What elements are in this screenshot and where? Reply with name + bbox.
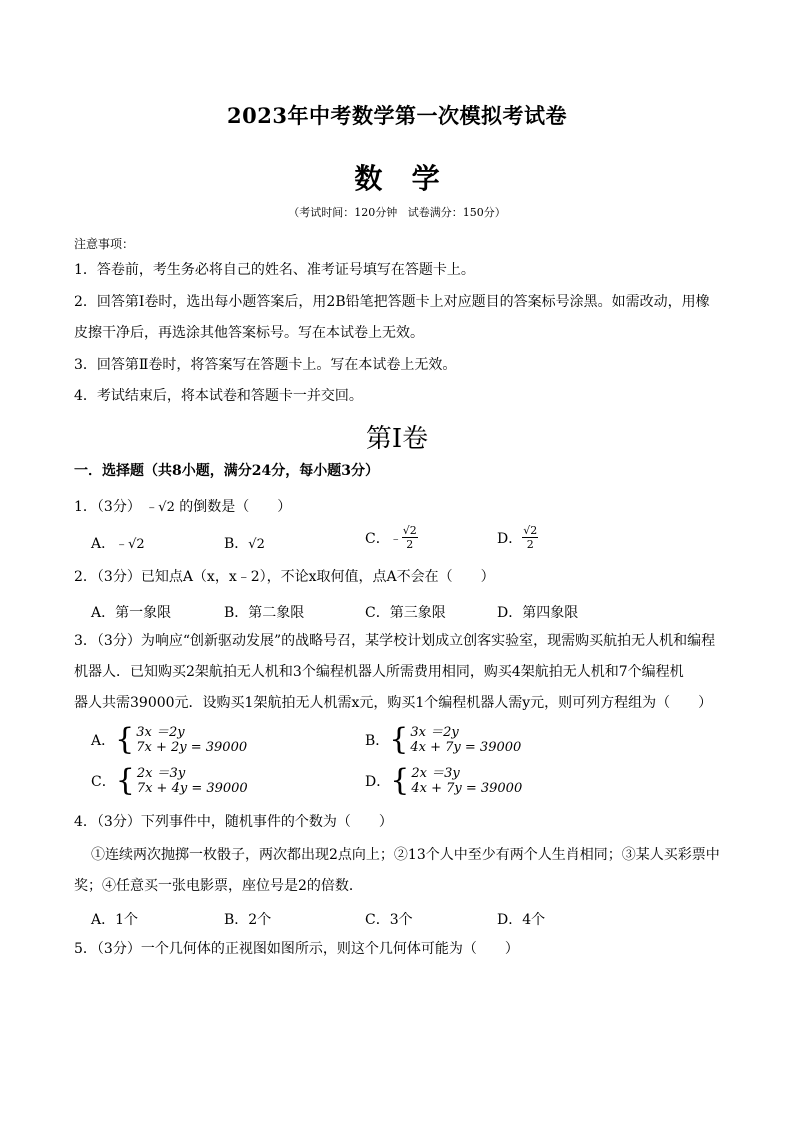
q3-option-a	[91, 722, 248, 757]
q3-option-a-eq-1: 3x ＝2y	[136, 725, 185, 740]
question-2-stem: 2．（3分）已知点A（x，x﹣2），不论x取何值，点A不会在（ ）	[74, 569, 495, 585]
q3-option-b	[365, 722, 522, 757]
left-brace-icon: {	[390, 763, 410, 798]
note-item-1: 1．答卷前，考生务必将自己的姓名、准考证号填写在答题卡上。	[74, 262, 475, 278]
left-brace-icon: {	[115, 722, 135, 757]
q1-option-a-label: A．	[91, 536, 116, 552]
q1-expression: ﹣√2	[145, 500, 175, 515]
volume-heading: 第Ⅰ卷	[365, 424, 429, 454]
q1-suffix: 的倒数是（ ）	[179, 499, 292, 515]
q3-option-d-system	[390, 763, 523, 798]
q3-option-d-eq-1: 2x ＝3y	[411, 766, 460, 781]
q1-option-d-fraction	[522, 524, 538, 551]
question-5-stem: 5．（3分）一个几何体的正视图如图所示，则这个几何体可能为（ ）	[74, 941, 519, 957]
question-3-line-1: 3．（3分）为响应“创新驱动发展”的战略号召，某学校计划成立创客实验室，现需购买航拍无人机和编程	[74, 633, 716, 649]
section-heading: 一．选择题（共8小题，满分24分，每小题3分）	[74, 463, 379, 479]
q3-option-d-eq-2: 4x + 7y = 39000	[411, 781, 523, 796]
note-item-3: 3．回答第Ⅱ卷时，将答案写在答题卡上。写在本试卷上无效。	[74, 357, 457, 373]
q3-option-c-eq-2: 7x + 4y = 39000	[136, 781, 248, 796]
q4-option-b: B．2个	[224, 912, 272, 928]
question-1-stem	[74, 492, 291, 523]
q1-option-a-value: ﹣√2	[115, 537, 145, 552]
q3-option-d-label: D．	[365, 774, 391, 790]
q3-option-c-eq-1: 2x ＝3y	[136, 766, 186, 781]
q1-option-b-value: √2	[248, 537, 265, 552]
q1-prefix: 1．（3分）	[74, 499, 141, 515]
q3-option-b-label: B．	[365, 733, 390, 749]
q1-option-c	[365, 524, 418, 551]
q4-option-a: A．1个	[91, 912, 139, 928]
q1-option-d-label: D．	[497, 530, 523, 547]
q4-option-d: D．4个	[497, 912, 546, 928]
q1-option-d	[497, 524, 538, 551]
question-4-line-2: 奖；④任意买一张电影票，座位号是2的倍数．	[74, 878, 363, 894]
q3-option-a-eq-2: 7x + 2y = 39000	[136, 740, 248, 755]
note-item-2: 2．回答第Ⅰ卷时，选出每小题答案后，用2B铅笔把答题卡上对应题目的答案标号涂黑。如需改动，用橡	[74, 294, 710, 310]
q1-option-b	[224, 533, 265, 553]
q3-option-b-eq-2: 4x + 7y = 39000	[410, 740, 522, 755]
q1-option-c-label: C．	[365, 530, 390, 547]
question-4-stem: 4．（3分）下列事件中，随机事件的个数为（ ）	[74, 814, 393, 830]
q1-option-b-label: B．	[224, 536, 249, 552]
exam-title: 2023年中考数学第一次模拟考试卷	[227, 103, 567, 128]
q2-option-b: B．第二象限	[224, 605, 305, 621]
left-brace-icon: {	[389, 722, 409, 757]
q3-option-b-eq-1: 3x ＝2y	[410, 725, 459, 740]
question-4-line-1: ①连续两次抛掷一枚骰子，两次都出现2点向上；②13个人中至少有两个人生肖相同；③某人买彩票中	[91, 847, 720, 863]
q2-option-d: D．第四象限	[497, 605, 579, 621]
note-item-4: 4．考试结束后，将本试卷和答题卡一并交回。	[74, 388, 363, 404]
q3-option-a-system	[115, 722, 248, 757]
note-item-2-cont: 皮擦干净后，再选涂其他答案标号。写在本试卷上无效。	[74, 325, 424, 341]
question-3-line-2: 机器人．已知购买2架航拍无人机和3个编程机器人所需费用相同，购买4架航拍无人机和7个编程机	[74, 664, 684, 680]
q1-option-c-numerator: √2	[402, 524, 417, 537]
q3-option-c	[91, 763, 248, 798]
q2-option-c: C．第三象限	[365, 605, 446, 621]
q3-option-c-label: C．	[91, 774, 116, 790]
q1-option-d-numerator: √2	[523, 524, 538, 537]
subject-heading	[0, 157, 794, 197]
left-brace-icon: {	[115, 763, 135, 798]
q1-option-d-denominator: 2	[526, 538, 534, 551]
exam-meta: （考试时间：120分钟 试卷满分：150分）	[288, 206, 506, 219]
q1-option-c-denominator: 2	[406, 538, 414, 551]
q3-option-d	[365, 763, 523, 798]
subject-text: 数 学	[354, 162, 440, 195]
q1-option-c-fraction	[402, 524, 418, 551]
q3-option-b-system	[389, 722, 522, 757]
q3-option-a-label: A．	[91, 733, 116, 749]
q2-option-a: A．第一象限	[91, 605, 172, 621]
q1-option-c-sign: ﹣	[389, 531, 402, 545]
notes-heading: 注意事项：	[74, 237, 135, 251]
q3-option-c-system	[115, 763, 248, 798]
q1-option-a	[91, 533, 145, 553]
q4-option-c: C．3个	[365, 912, 413, 928]
question-3-line-3: 器人共需39000元．设购买1架航拍无人机需x元，购买1个编程机器人需y元，则可列方程组为（ ）	[74, 695, 713, 711]
